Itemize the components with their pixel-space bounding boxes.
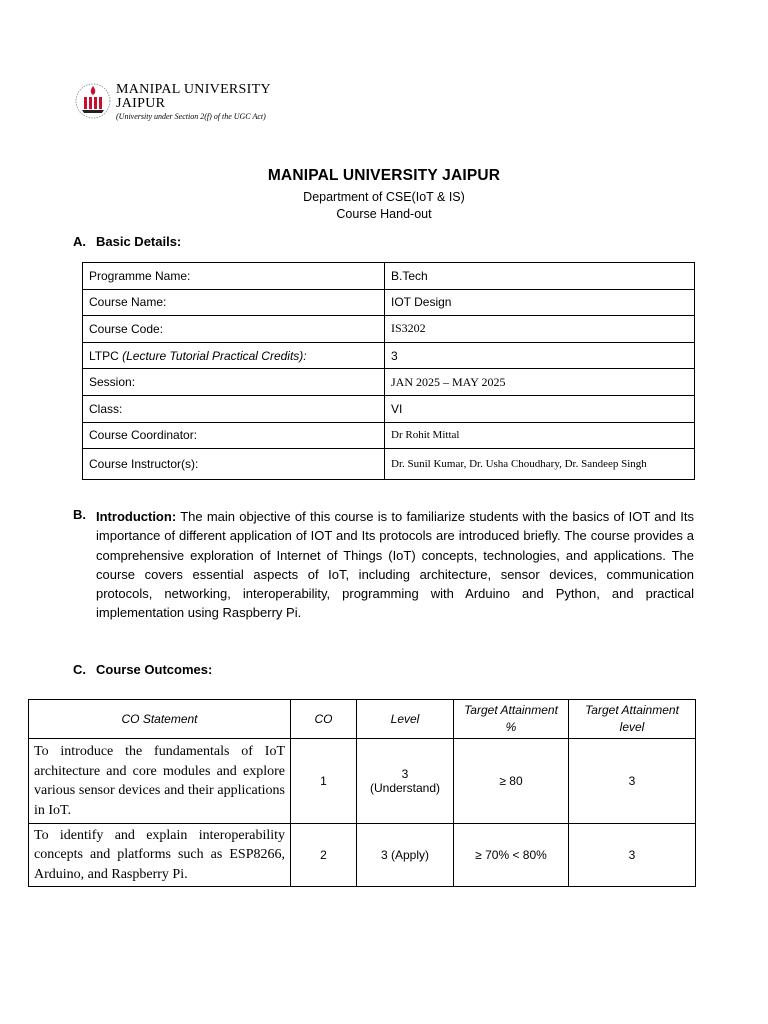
- detail-value: JAN 2025 – MAY 2025: [385, 369, 695, 396]
- course-outcomes-table: [28, 699, 696, 887]
- section-a-heading: [73, 234, 181, 249]
- co-level: [357, 739, 454, 824]
- detail-label: Course Code:: [83, 316, 385, 343]
- detail-label: Class:: [83, 395, 385, 422]
- section-c-title: Course Outcomes:: [96, 662, 213, 677]
- document-type: Course Hand-out: [336, 207, 432, 221]
- table-row: [83, 369, 695, 396]
- column-header: CO Statement: [29, 700, 291, 739]
- logo-tagline: (University under Section 2(f) of the UGC Act): [116, 112, 266, 121]
- detail-value: VI: [385, 395, 695, 422]
- co-target-level: 3: [569, 824, 696, 887]
- detail-label: [83, 342, 385, 369]
- column-header: Level: [357, 700, 454, 739]
- basic-details-table: [82, 262, 695, 480]
- table-row: [83, 422, 695, 449]
- co-level-name: (Understand): [369, 781, 441, 795]
- table-header-row: [29, 700, 696, 739]
- table-row: [83, 449, 695, 480]
- co-number: 1: [291, 739, 357, 824]
- department-name: Department of CSE(IoT & IS): [303, 190, 465, 204]
- detail-value: Dr. Sunil Kumar, Dr. Usha Choudhary, Dr. Sandeep Singh: [385, 449, 695, 480]
- table-row: [83, 395, 695, 422]
- detail-label-main: LTPC: [89, 348, 123, 363]
- detail-value: IOT Design: [385, 289, 695, 316]
- table-row: [83, 289, 695, 316]
- introduction-paragraph: [96, 507, 694, 623]
- detail-value: Dr Rohit Mittal: [385, 422, 695, 449]
- detail-label: Session:: [83, 369, 385, 396]
- document-title: MANIPAL UNIVERSITY JAIPUR: [267, 167, 501, 184]
- co-target-level: 3: [569, 739, 696, 824]
- co-level-number: 3: [401, 767, 409, 781]
- detail-value: B.Tech: [385, 263, 695, 290]
- co-statement: To identify and explain interoperability concepts and platforms such as ESP8266, Arduino, and Raspberry Pi.: [29, 824, 291, 887]
- co-statement: To introduce the fundamentals of IoT architecture and core modules and explore various sensor devices and their applications in IoT.: [29, 739, 291, 824]
- detail-label: Programme Name:: [83, 263, 385, 290]
- logo-name-line1: MANIPAL UNIVERSITY: [116, 82, 271, 97]
- co-number: 2: [291, 824, 357, 887]
- detail-label: Course Name:: [83, 289, 385, 316]
- co-level: 3 (Apply): [357, 824, 454, 887]
- table-row: [29, 824, 696, 887]
- column-header: Target Attainment level: [569, 700, 696, 739]
- detail-label-italic: (Lecture Tutorial Practical Credits):: [122, 348, 307, 363]
- section-b-letter: B.: [73, 507, 86, 522]
- co-target-percent: ≥ 70% < 80%: [454, 824, 569, 887]
- section-c-heading: [73, 662, 212, 677]
- detail-label: Course Instructor(s):: [83, 449, 385, 480]
- section-a-title: Basic Details:: [96, 234, 182, 249]
- detail-value: IS3202: [385, 316, 695, 343]
- logo-name-line2: JAIPUR: [116, 96, 166, 111]
- table-row: [83, 316, 695, 343]
- introduction-text: The main objective of this course is to familiarize students with the basics of IOT and Its importance of different application of IOT and Its protocols are introduced briefly. The course provides a comprehensive exploration of Internet of Things (IoT) concepts, technologies, and applications. The course covers essential aspects of IoT, including architecture, sensor devices, communication protocols, networking, interoperability, programming with Arduino and Python, and practical implementation using Raspberry Pi.: [96, 509, 694, 621]
- university-logo: [74, 80, 284, 124]
- detail-label: Course Coordinator:: [83, 422, 385, 449]
- detail-value: 3: [385, 342, 695, 369]
- column-header: Target Attainment %: [454, 700, 569, 739]
- table-row: [83, 263, 695, 290]
- table-row: [29, 739, 696, 824]
- section-c-letter: C.: [73, 662, 86, 677]
- university-emblem-icon: [74, 82, 112, 120]
- section-b-heading: Introduction:: [96, 509, 177, 524]
- column-header: CO: [291, 700, 357, 739]
- section-a-letter: A.: [73, 234, 86, 249]
- table-row: [83, 342, 695, 369]
- co-target-percent: ≥ 80: [454, 739, 569, 824]
